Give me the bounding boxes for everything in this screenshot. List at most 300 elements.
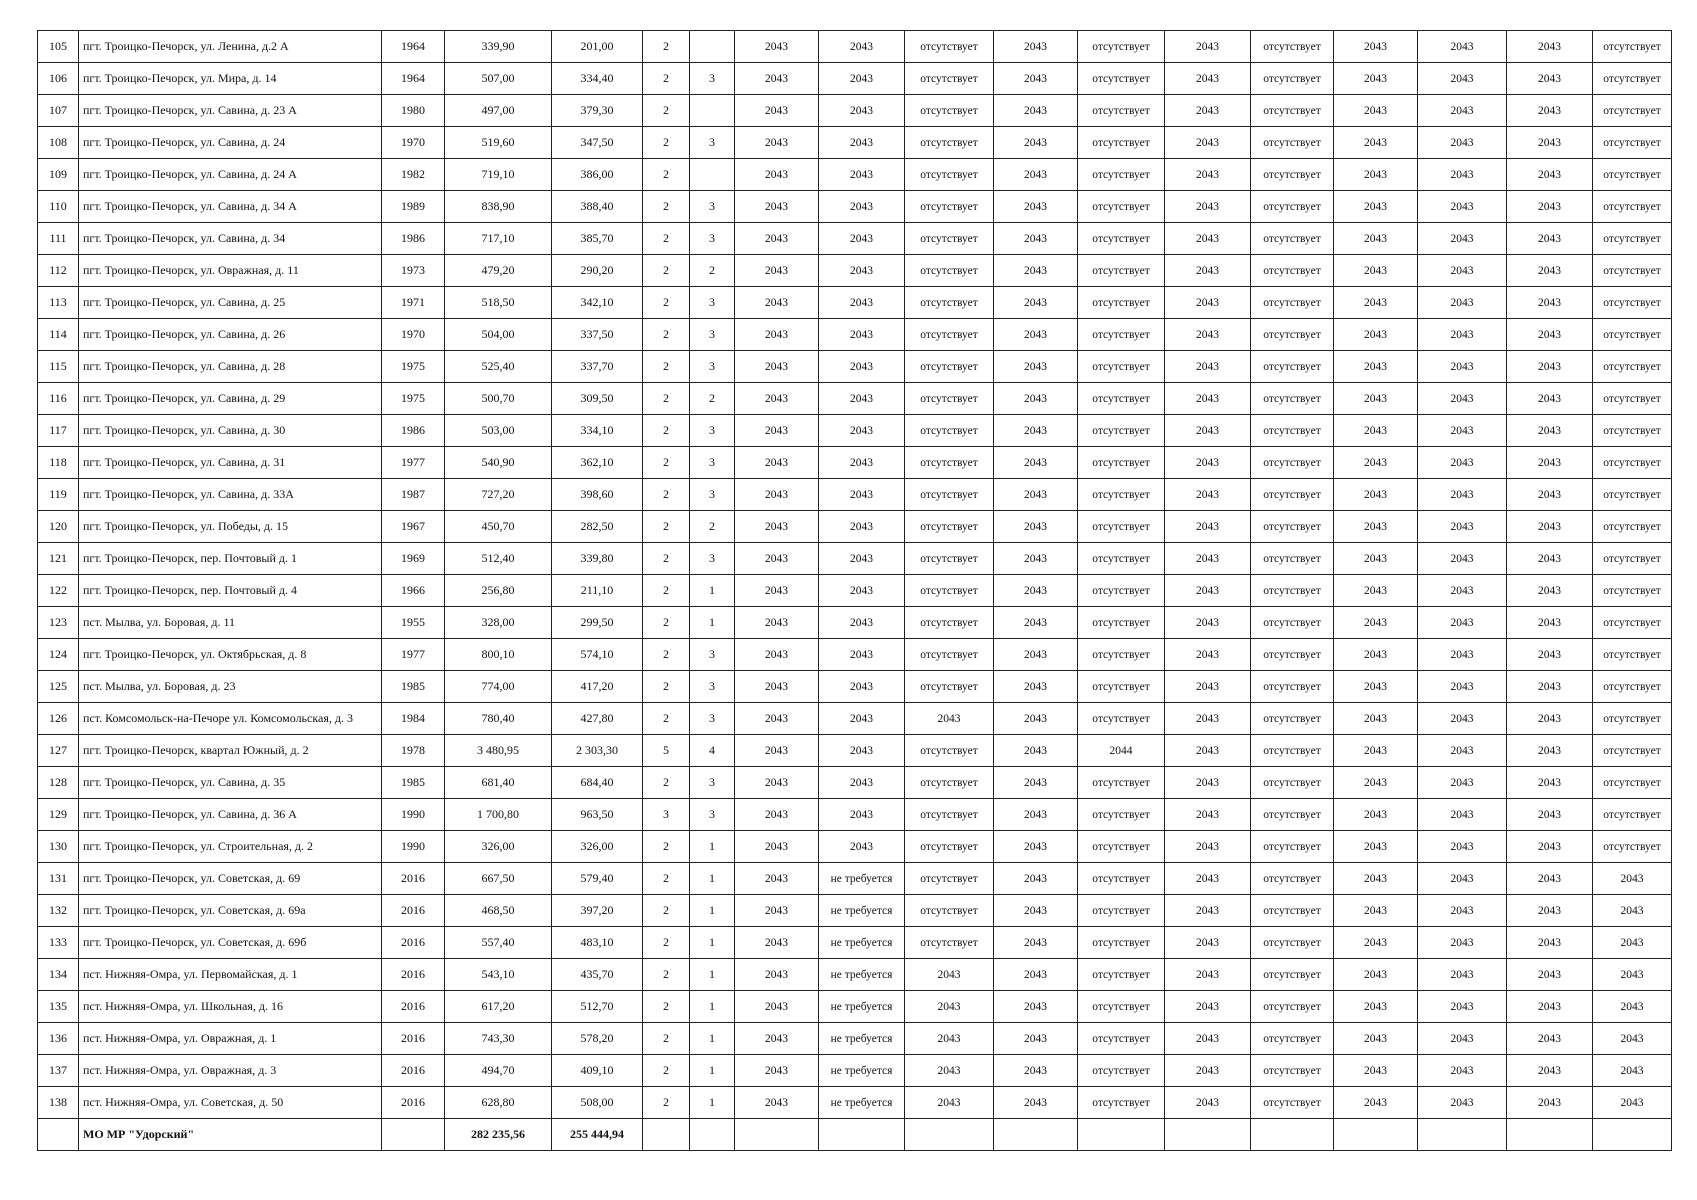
address-cell: пгт. Троицко-Печорск, ул. Савина, д. 36 А [79, 799, 382, 831]
floors-count: 2 [643, 255, 690, 287]
total-area: 497,00 [445, 95, 552, 127]
foundation-year: 2043 [1418, 191, 1507, 223]
gas-supply: отсутствует [905, 383, 994, 415]
elevator: отсутствует [1593, 767, 1672, 799]
hot-water: отсутствует [1078, 1087, 1165, 1119]
roof-repair-year: 2043 [735, 31, 819, 63]
row-number: 135 [38, 991, 79, 1023]
heating-year: 2043 [994, 31, 1078, 63]
living-area: 342,10 [552, 287, 643, 319]
table-row [38, 927, 1672, 959]
elevator: отсутствует [1593, 223, 1672, 255]
hot-water: отсутствует [1078, 511, 1165, 543]
elevator: отсутствует [1593, 191, 1672, 223]
gas-supply: отсутствует [905, 63, 994, 95]
table-row [38, 735, 1672, 767]
heating-year: 2043 [994, 575, 1078, 607]
hot-water: отсутствует [1078, 191, 1165, 223]
elevator: отсутствует [1593, 543, 1672, 575]
gas-supply: отсутствует [905, 575, 994, 607]
elevator: отсутствует [1593, 479, 1672, 511]
heating-year: 2043 [994, 383, 1078, 415]
row-number: 105 [38, 31, 79, 63]
row-number: 118 [38, 447, 79, 479]
cold-water: 2043 [1165, 319, 1251, 351]
hot-water: отсутствует [1078, 447, 1165, 479]
floors-count: 2 [643, 863, 690, 895]
cold-water: 2043 [1165, 223, 1251, 255]
elevator: отсутствует [1593, 831, 1672, 863]
sewerage: отсутствует [1251, 959, 1334, 991]
entrances-count: 1 [690, 895, 735, 927]
entrances-count: 2 [690, 255, 735, 287]
roof-repair-year: 2043 [735, 799, 819, 831]
heating-year: 2043 [994, 607, 1078, 639]
year-built: 1985 [382, 767, 445, 799]
hot-water: отсутствует [1078, 319, 1165, 351]
floors-count: 2 [643, 575, 690, 607]
sewerage: отсутствует [1251, 191, 1334, 223]
electricity-year: 2043 [1334, 255, 1418, 287]
basement-year: 2043 [1507, 735, 1593, 767]
row-number: 134 [38, 959, 79, 991]
facade-year: 2043 [819, 383, 905, 415]
living-area: 334,40 [552, 63, 643, 95]
address-cell: пгт. Троицко-Печорск, ул. Савина, д. 31 [79, 447, 382, 479]
living-area: 255 444,94 [552, 1119, 643, 1151]
sewerage: отсутствует [1251, 415, 1334, 447]
entrances-count: 3 [690, 543, 735, 575]
table-row [38, 479, 1672, 511]
hot-water: 2044 [1078, 735, 1165, 767]
entrances-count: 1 [690, 575, 735, 607]
address-cell: пгт. Троицко-Печорск, квартал Южный, д. 2 [79, 735, 382, 767]
elevator: 2043 [1593, 991, 1672, 1023]
heating-year: 2043 [994, 927, 1078, 959]
electricity-year: 2043 [1334, 63, 1418, 95]
foundation-year: 2043 [1418, 735, 1507, 767]
roof-repair-year: 2043 [735, 863, 819, 895]
floors-count: 2 [643, 991, 690, 1023]
year-built: 1967 [382, 511, 445, 543]
total-area: 727,20 [445, 479, 552, 511]
total-area: 681,40 [445, 767, 552, 799]
basement-year: 2043 [1507, 1087, 1593, 1119]
sewerage: отсутствует [1251, 831, 1334, 863]
floors-count: 2 [643, 31, 690, 63]
basement-year: 2043 [1507, 863, 1593, 895]
heating-year: 2043 [994, 159, 1078, 191]
facade-year [819, 1119, 905, 1151]
address-cell: пгт. Троицко-Печорск, ул. Савина, д. 24 [79, 127, 382, 159]
foundation-year: 2043 [1418, 1087, 1507, 1119]
year-built: 1985 [382, 671, 445, 703]
roof-repair-year [735, 1119, 819, 1151]
gas-supply: отсутствует [905, 767, 994, 799]
facade-year: 2043 [819, 127, 905, 159]
elevator: 2043 [1593, 1023, 1672, 1055]
elevator: отсутствует [1593, 799, 1672, 831]
row-number: 120 [38, 511, 79, 543]
hot-water: отсутствует [1078, 895, 1165, 927]
foundation-year: 2043 [1418, 479, 1507, 511]
electricity-year: 2043 [1334, 671, 1418, 703]
cold-water: 2043 [1165, 63, 1251, 95]
electricity-year: 2043 [1334, 895, 1418, 927]
year-built: 1969 [382, 543, 445, 575]
electricity-year: 2043 [1334, 863, 1418, 895]
heating-year: 2043 [994, 415, 1078, 447]
row-number: 129 [38, 799, 79, 831]
entrances-count: 3 [690, 63, 735, 95]
hot-water: отсутствует [1078, 223, 1165, 255]
facade-year: 2043 [819, 255, 905, 287]
table-row [38, 607, 1672, 639]
sewerage: отсутствует [1251, 1055, 1334, 1087]
facade-year: не требуется [819, 959, 905, 991]
table-row [38, 127, 1672, 159]
facade-year: 2043 [819, 159, 905, 191]
sewerage: отсутствует [1251, 575, 1334, 607]
foundation-year: 2043 [1418, 703, 1507, 735]
gas-supply: отсутствует [905, 319, 994, 351]
floors-count: 2 [643, 1055, 690, 1087]
year-built: 1986 [382, 415, 445, 447]
basement-year: 2043 [1507, 95, 1593, 127]
living-area: 290,20 [552, 255, 643, 287]
gas-supply: отсутствует [905, 255, 994, 287]
foundation-year: 2043 [1418, 1055, 1507, 1087]
address-cell: пст. Нижняя-Омра, ул. Овражная, д. 3 [79, 1055, 382, 1087]
basement-year: 2043 [1507, 991, 1593, 1023]
electricity-year: 2043 [1334, 415, 1418, 447]
row-number: 113 [38, 287, 79, 319]
year-built: 1977 [382, 639, 445, 671]
entrances-count [690, 1119, 735, 1151]
row-number: 111 [38, 223, 79, 255]
row-number: 107 [38, 95, 79, 127]
total-area: 557,40 [445, 927, 552, 959]
living-area: 211,10 [552, 575, 643, 607]
living-area: 201,00 [552, 31, 643, 63]
facade-year: 2043 [819, 479, 905, 511]
gas-supply: 2043 [905, 1055, 994, 1087]
foundation-year: 2043 [1418, 63, 1507, 95]
facade-year: 2043 [819, 447, 905, 479]
floors-count: 2 [643, 703, 690, 735]
address-cell: пгт. Троицко-Печорск, ул. Победы, д. 15 [79, 511, 382, 543]
gas-supply: отсутствует [905, 735, 994, 767]
electricity-year: 2043 [1334, 95, 1418, 127]
table-row [38, 159, 1672, 191]
table-row [38, 511, 1672, 543]
floors-count: 2 [643, 415, 690, 447]
address-cell: пгт. Троицко-Печорск, ул. Савина, д. 33А [79, 479, 382, 511]
housing-repair-table [37, 30, 1672, 1151]
basement-year: 2043 [1507, 767, 1593, 799]
total-area: 328,00 [445, 607, 552, 639]
foundation-year: 2043 [1418, 383, 1507, 415]
table-row [38, 1055, 1672, 1087]
heating-year: 2043 [994, 255, 1078, 287]
sewerage: отсутствует [1251, 671, 1334, 703]
basement-year: 2043 [1507, 383, 1593, 415]
hot-water: отсутствует [1078, 639, 1165, 671]
total-area: 512,40 [445, 543, 552, 575]
basement-year: 2043 [1507, 543, 1593, 575]
gas-supply: отсутствует [905, 415, 994, 447]
year-built: 1975 [382, 351, 445, 383]
year-built: 1955 [382, 607, 445, 639]
living-area: 385,70 [552, 223, 643, 255]
table-row [38, 191, 1672, 223]
living-area: 508,00 [552, 1087, 643, 1119]
foundation-year: 2043 [1418, 511, 1507, 543]
total-area: 774,00 [445, 671, 552, 703]
floors-count: 5 [643, 735, 690, 767]
roof-repair-year: 2043 [735, 255, 819, 287]
roof-repair-year: 2043 [735, 575, 819, 607]
hot-water: отсутствует [1078, 159, 1165, 191]
hot-water: отсутствует [1078, 255, 1165, 287]
gas-supply: отсутствует [905, 671, 994, 703]
row-number: 108 [38, 127, 79, 159]
facade-year: 2043 [819, 639, 905, 671]
row-number: 126 [38, 703, 79, 735]
address-cell: МО МР "Удорский" [79, 1119, 382, 1151]
sewerage: отсутствует [1251, 703, 1334, 735]
floors-count: 2 [643, 447, 690, 479]
gas-supply: отсутствует [905, 127, 994, 159]
heating-year: 2043 [994, 671, 1078, 703]
row-number: 132 [38, 895, 79, 927]
facade-year: 2043 [819, 351, 905, 383]
cold-water: 2043 [1165, 575, 1251, 607]
basement-year: 2043 [1507, 639, 1593, 671]
total-area: 503,00 [445, 415, 552, 447]
row-number: 123 [38, 607, 79, 639]
total-area: 628,80 [445, 1087, 552, 1119]
year-built: 2016 [382, 991, 445, 1023]
basement-year: 2043 [1507, 31, 1593, 63]
year-built: 1984 [382, 703, 445, 735]
living-area: 417,20 [552, 671, 643, 703]
row-number: 137 [38, 1055, 79, 1087]
facade-year: 2043 [819, 95, 905, 127]
hot-water: отсутствует [1078, 671, 1165, 703]
electricity-year: 2043 [1334, 159, 1418, 191]
hot-water: отсутствует [1078, 383, 1165, 415]
row-number: 130 [38, 831, 79, 863]
living-area: 483,10 [552, 927, 643, 959]
entrances-count: 1 [690, 607, 735, 639]
address-cell: пгт. Троицко-Печорск, ул. Савина, д. 29 [79, 383, 382, 415]
living-area: 574,10 [552, 639, 643, 671]
row-number: 138 [38, 1087, 79, 1119]
year-built: 1964 [382, 31, 445, 63]
basement-year: 2043 [1507, 927, 1593, 959]
foundation-year: 2043 [1418, 31, 1507, 63]
living-area: 347,50 [552, 127, 643, 159]
floors-count: 2 [643, 223, 690, 255]
year-built: 1990 [382, 831, 445, 863]
facade-year: 2043 [819, 31, 905, 63]
basement-year: 2043 [1507, 959, 1593, 991]
heating-year: 2043 [994, 1087, 1078, 1119]
sewerage: отсутствует [1251, 159, 1334, 191]
entrances-count: 1 [690, 1055, 735, 1087]
floors-count: 2 [643, 159, 690, 191]
gas-supply: отсутствует [905, 863, 994, 895]
basement-year: 2043 [1507, 511, 1593, 543]
elevator [1593, 1119, 1672, 1151]
table-row [38, 223, 1672, 255]
hot-water: отсутствует [1078, 415, 1165, 447]
sewerage: отсутствует [1251, 927, 1334, 959]
electricity-year: 2043 [1334, 1055, 1418, 1087]
cold-water: 2043 [1165, 607, 1251, 639]
hot-water: отсутствует [1078, 831, 1165, 863]
address-cell: пгт. Троицко-Печорск, ул. Советская, д. 69а [79, 895, 382, 927]
total-area: 504,00 [445, 319, 552, 351]
foundation-year: 2043 [1418, 927, 1507, 959]
electricity-year: 2043 [1334, 639, 1418, 671]
row-number [38, 1119, 79, 1151]
year-built: 1970 [382, 319, 445, 351]
facade-year: 2043 [819, 799, 905, 831]
total-area: 326,00 [445, 831, 552, 863]
table-row [38, 863, 1672, 895]
basement-year: 2043 [1507, 351, 1593, 383]
heating-year: 2043 [994, 319, 1078, 351]
sewerage: отсутствует [1251, 351, 1334, 383]
year-built: 1980 [382, 95, 445, 127]
heating-year: 2043 [994, 63, 1078, 95]
entrances-count: 1 [690, 959, 735, 991]
roof-repair-year: 2043 [735, 383, 819, 415]
cold-water: 2043 [1165, 383, 1251, 415]
year-built: 1982 [382, 159, 445, 191]
total-area: 450,70 [445, 511, 552, 543]
facade-year: 2043 [819, 735, 905, 767]
gas-supply: отсутствует [905, 639, 994, 671]
foundation-year: 2043 [1418, 287, 1507, 319]
electricity-year: 2043 [1334, 447, 1418, 479]
hot-water: отсутствует [1078, 63, 1165, 95]
address-cell: пгт. Троицко-Печорск, ул. Савина, д. 24 А [79, 159, 382, 191]
table-row [38, 831, 1672, 863]
basement-year: 2043 [1507, 415, 1593, 447]
electricity-year: 2043 [1334, 287, 1418, 319]
elevator: отсутствует [1593, 351, 1672, 383]
heating-year: 2043 [994, 863, 1078, 895]
hot-water: отсутствует [1078, 927, 1165, 959]
roof-repair-year: 2043 [735, 543, 819, 575]
row-number: 122 [38, 575, 79, 607]
electricity-year: 2043 [1334, 959, 1418, 991]
row-number: 110 [38, 191, 79, 223]
gas-supply: отсутствует [905, 511, 994, 543]
cold-water: 2043 [1165, 1087, 1251, 1119]
year-built: 1964 [382, 63, 445, 95]
facade-year: не требуется [819, 895, 905, 927]
gas-supply: отсутствует [905, 191, 994, 223]
electricity-year: 2043 [1334, 191, 1418, 223]
electricity-year: 2043 [1334, 511, 1418, 543]
entrances-count: 3 [690, 223, 735, 255]
cold-water: 2043 [1165, 927, 1251, 959]
heating-year: 2043 [994, 703, 1078, 735]
address-cell: пгт. Троицко-Печорск, ул. Савина, д. 23 А [79, 95, 382, 127]
table-row [38, 255, 1672, 287]
gas-supply: отсутствует [905, 927, 994, 959]
table-row [38, 895, 1672, 927]
living-area: 398,60 [552, 479, 643, 511]
electricity-year: 2043 [1334, 735, 1418, 767]
cold-water: 2043 [1165, 191, 1251, 223]
facade-year: не требуется [819, 1055, 905, 1087]
total-area: 540,90 [445, 447, 552, 479]
row-number: 128 [38, 767, 79, 799]
roof-repair-year: 2043 [735, 927, 819, 959]
total-area: 617,20 [445, 991, 552, 1023]
table-row [38, 351, 1672, 383]
address-cell: пгт. Троицко-Печорск, ул. Савина, д. 35 [79, 767, 382, 799]
basement-year [1507, 1119, 1593, 1151]
entrances-count: 4 [690, 735, 735, 767]
basement-year: 2043 [1507, 255, 1593, 287]
heating-year: 2043 [994, 287, 1078, 319]
elevator: отсутствует [1593, 447, 1672, 479]
heating-year: 2043 [994, 479, 1078, 511]
floors-count: 2 [643, 927, 690, 959]
foundation-year: 2043 [1418, 991, 1507, 1023]
living-area: 409,10 [552, 1055, 643, 1087]
entrances-count [690, 95, 735, 127]
roof-repair-year: 2043 [735, 735, 819, 767]
gas-supply: отсутствует [905, 895, 994, 927]
gas-supply: 2043 [905, 1023, 994, 1055]
heating-year: 2043 [994, 95, 1078, 127]
year-built: 1987 [382, 479, 445, 511]
table-row [38, 703, 1672, 735]
living-area: 379,30 [552, 95, 643, 127]
total-area: 494,70 [445, 1055, 552, 1087]
total-area: 468,50 [445, 895, 552, 927]
address-cell: пгт. Троицко-Печорск, ул. Октябрьская, д. 8 [79, 639, 382, 671]
elevator: отсутствует [1593, 639, 1672, 671]
hot-water: отсутствует [1078, 1055, 1165, 1087]
floors-count: 2 [643, 959, 690, 991]
elevator: отсутствует [1593, 95, 1672, 127]
elevator: отсутствует [1593, 159, 1672, 191]
roof-repair-year: 2043 [735, 223, 819, 255]
year-built: 1970 [382, 127, 445, 159]
entrances-count: 2 [690, 511, 735, 543]
address-cell: пст. Нижняя-Омра, ул. Первомайская, д. 1 [79, 959, 382, 991]
living-area: 435,70 [552, 959, 643, 991]
gas-supply: отсутствует [905, 831, 994, 863]
elevator: отсутствует [1593, 31, 1672, 63]
gas-supply: отсутствует [905, 447, 994, 479]
hot-water: отсутствует [1078, 127, 1165, 159]
living-area: 512,70 [552, 991, 643, 1023]
electricity-year: 2043 [1334, 543, 1418, 575]
basement-year: 2043 [1507, 1055, 1593, 1087]
electricity-year: 2043 [1334, 383, 1418, 415]
facade-year: не требуется [819, 1023, 905, 1055]
electricity-year: 2043 [1334, 1023, 1418, 1055]
